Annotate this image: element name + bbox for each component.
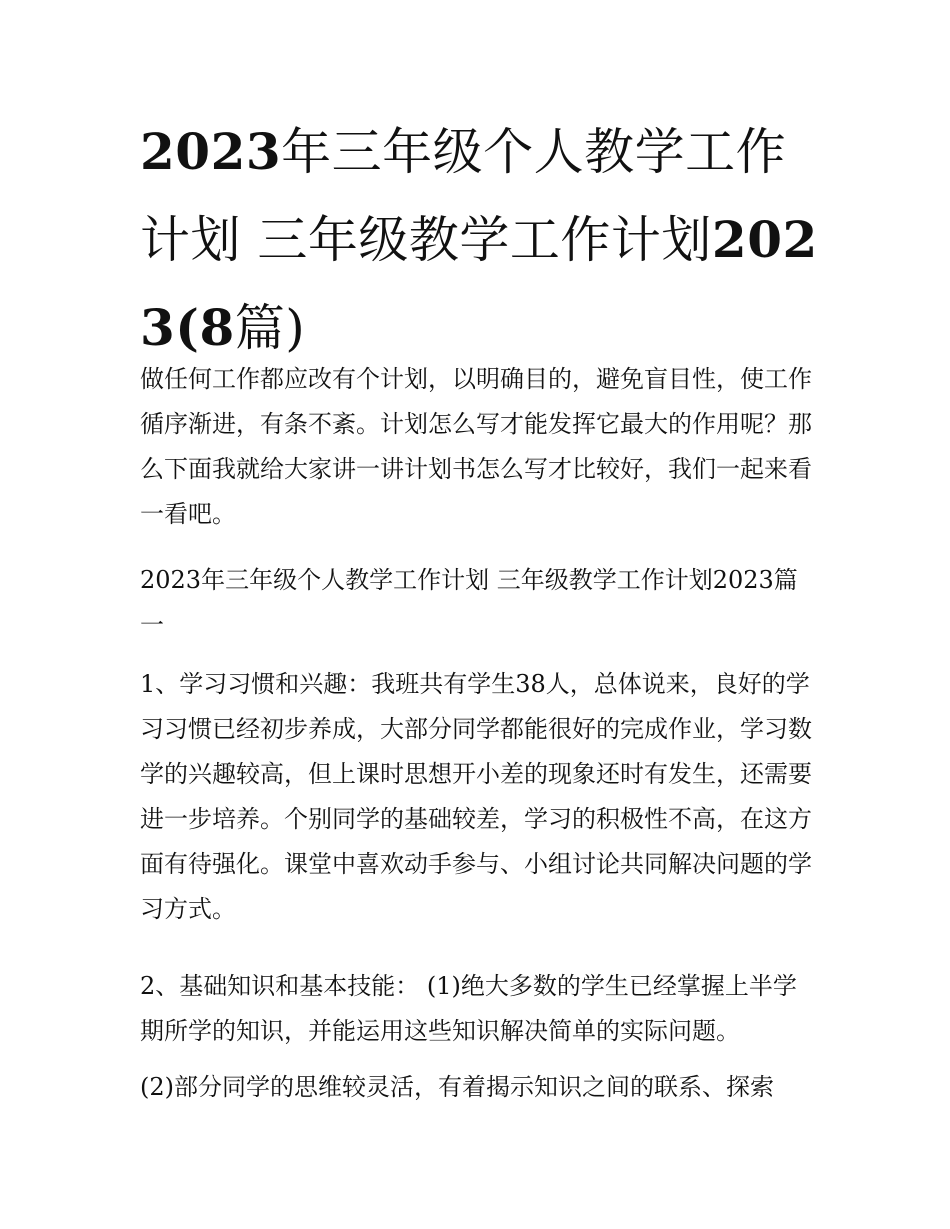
section-heading: 2023年三年级个人教学工作计划 三年级教学工作计划2023篇一 bbox=[140, 566, 798, 639]
document-title bbox=[140, 108, 830, 372]
title-text-part-1: 年三年级个人教学工作计划 三年级教学工作计划 bbox=[140, 123, 787, 269]
title-text-part-2: 篇) bbox=[234, 299, 306, 357]
title-year: 2023 bbox=[140, 122, 282, 181]
title-year-count: 2023(8 bbox=[140, 210, 818, 357]
item-learning-habits: 1、学习习惯和兴趣：我班共有学生38人，总体说来，良好的学习习惯已经初步养成，大部分同学都能很好的完成作业，学习数学的兴趣较高，但上课时思想开小差的现象还时有发生，还需要进一步培养。个别同学的基础较差，学习的积极性不高，在这方面有待强化。课堂中喜欢动手参与、小组讨论共同解决问题的学习方式。 bbox=[140, 670, 812, 923]
intro-paragraph: 做任何工作都应改有个计划，以明确目的，避免盲目性，使工作循序渐进，有条不紊。计划怎么写才能发挥它最大的作用呢？那么下面我就给大家讲一讲计划书怎么写才比较好，我们一起来看一看吧。 bbox=[140, 365, 812, 528]
item-basic-knowledge: 2、基础知识和基本技能： (1)绝大多数的学生已经掌握上半学期所学的知识，并能运用这些知识解决简单的实际问题。 bbox=[140, 972, 797, 1045]
item-thinking-ability: (2)部分同学的思维较灵活，有着揭示知识之间的联系、探索 bbox=[140, 1073, 774, 1101]
